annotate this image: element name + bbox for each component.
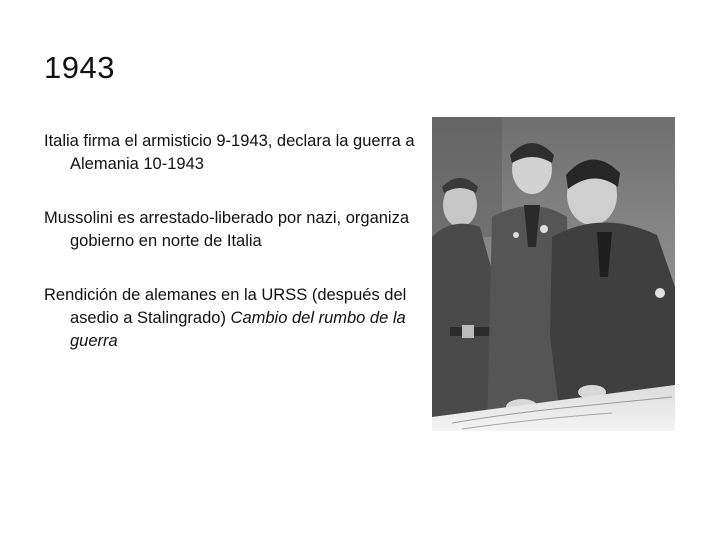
bullet-item <box>44 130 424 176</box>
bullet-emphasis: Cambio del rumbo de la guerra <box>70 309 406 350</box>
bullet-text: Mussolini es arrestado-liberado por nazi, organiza gobierno en norte de Italia <box>44 209 410 250</box>
bullet-text: Italia firma el armisticio 9-1943, declara la guerra a Alemania 10-1943 <box>44 132 415 173</box>
historical-photo <box>432 117 675 431</box>
photo-illustration <box>432 117 675 431</box>
bullet-item <box>44 207 424 253</box>
bullet-item <box>44 284 424 353</box>
bullet-text: Rendición de alemanes en la URSS (después del asedio a Stalingrado) <box>44 286 407 327</box>
slide-title: 1943 <box>44 50 115 85</box>
bullet-list <box>44 130 424 384</box>
